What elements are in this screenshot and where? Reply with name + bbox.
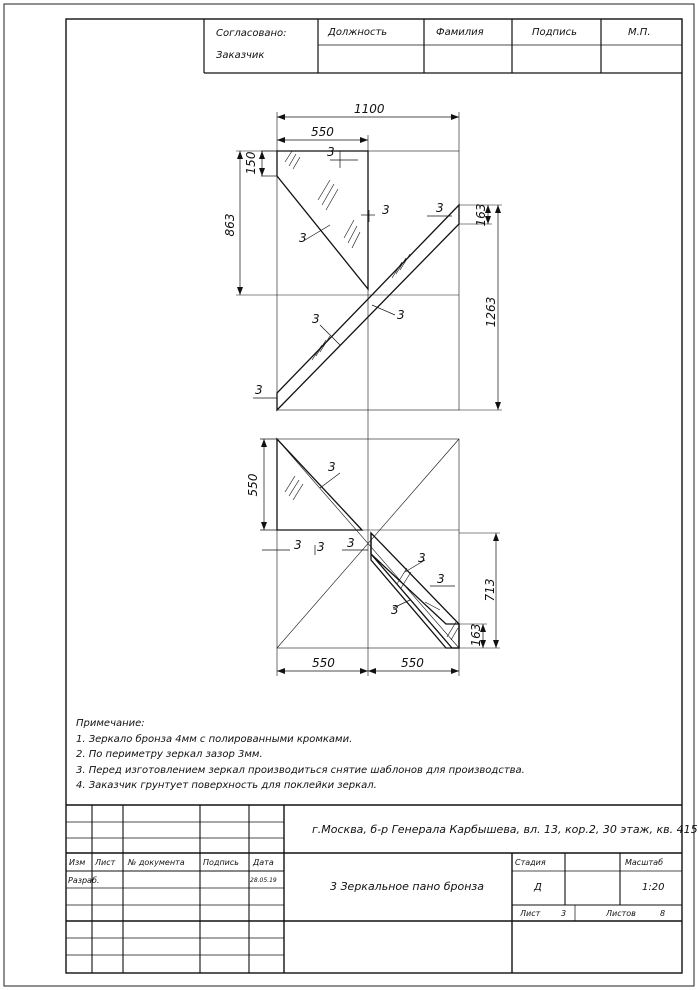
dim-bottom-right: 550: [401, 656, 424, 670]
dim-gap-b: 3: [382, 203, 390, 217]
dim-gap-k: 3: [347, 536, 355, 550]
dim-gap-i: 3: [294, 538, 302, 552]
dim-gap-c: 3: [299, 231, 307, 245]
dim-gap-m: 3: [437, 572, 445, 586]
dim-1263: 1263: [484, 296, 498, 328]
dim-gap-f: 3: [397, 308, 405, 322]
note-item: 1. Зеркало бронза 4мм с полированными кромками.: [76, 733, 353, 745]
sheet-label: Лист: [520, 909, 541, 918]
sheets-label: Листов: [606, 909, 636, 918]
dim-150: 150: [244, 151, 258, 175]
scale-value: 1:20: [642, 882, 665, 893]
stage-value: Д: [534, 882, 542, 893]
dim-713: 713: [483, 578, 497, 602]
dim-gap-h: 3: [328, 460, 336, 474]
position-header: Должность: [328, 27, 388, 38]
drawing-title: 3 Зеркальное пано бронза: [330, 880, 485, 893]
date-value: 28.05.19: [250, 877, 277, 884]
developer-label: Разраб.: [68, 876, 100, 885]
dim-163-bottom: 163: [469, 623, 483, 647]
col-doc: № документа: [128, 858, 185, 867]
top-panel-group: [236, 112, 502, 410]
dim-half-width-top: 550: [311, 125, 334, 139]
agreed-label: Согласовано:: [216, 28, 287, 39]
dim-bottom-left: 550: [312, 656, 335, 670]
dim-gap-g: 3: [255, 383, 263, 397]
col-sign: Подпись: [203, 858, 239, 867]
col-date: Дата: [253, 858, 274, 867]
dim-total-width: 1100: [354, 102, 385, 116]
stage-label: Стадия: [515, 858, 546, 867]
note-item: 3. Перед изготовлением зеркал производиться снятие шаблонов для производства.: [76, 764, 525, 776]
dim-gap-e: 3: [312, 312, 320, 326]
signature-header: Подпись: [532, 27, 577, 38]
dim-550-left: 550: [246, 473, 260, 497]
notes-block: [76, 716, 546, 794]
dim-gap-j: 3: [317, 540, 325, 554]
customer-label: Заказчик: [216, 50, 265, 61]
sheet-value: 3: [561, 909, 567, 918]
stamp-header: М.П.: [628, 27, 651, 38]
scale-label: Масштаб: [625, 858, 664, 867]
dim-gap-a: 3: [327, 145, 335, 159]
surname-header: Фамилия: [436, 27, 484, 38]
dim-863: 863: [223, 213, 237, 237]
note-item: 4. Заказчик грунтует поверхность для поклейки зеркал.: [76, 780, 377, 792]
sheets-value: 8: [660, 909, 666, 918]
col-list: Лист: [95, 858, 116, 867]
notes-heading: Примечание:: [76, 718, 145, 729]
project-address: г.Москва, б-р Генерала Карбышева, вл. 13, кор.2, 30 этаж, кв. 415: [312, 823, 698, 836]
dim-gap-d: 3: [436, 201, 444, 215]
dim-gap-n: 3: [391, 603, 399, 617]
note-item: 2. По периметру зеркал зазор 3мм.: [76, 749, 263, 761]
dim-163-top: 163: [474, 203, 488, 227]
dim-gap-l: 3: [418, 551, 426, 565]
mirror-triangle-top: [277, 151, 368, 289]
col-izm: Изм: [69, 858, 86, 867]
mirror-strip-bottom-right: [371, 533, 459, 648]
